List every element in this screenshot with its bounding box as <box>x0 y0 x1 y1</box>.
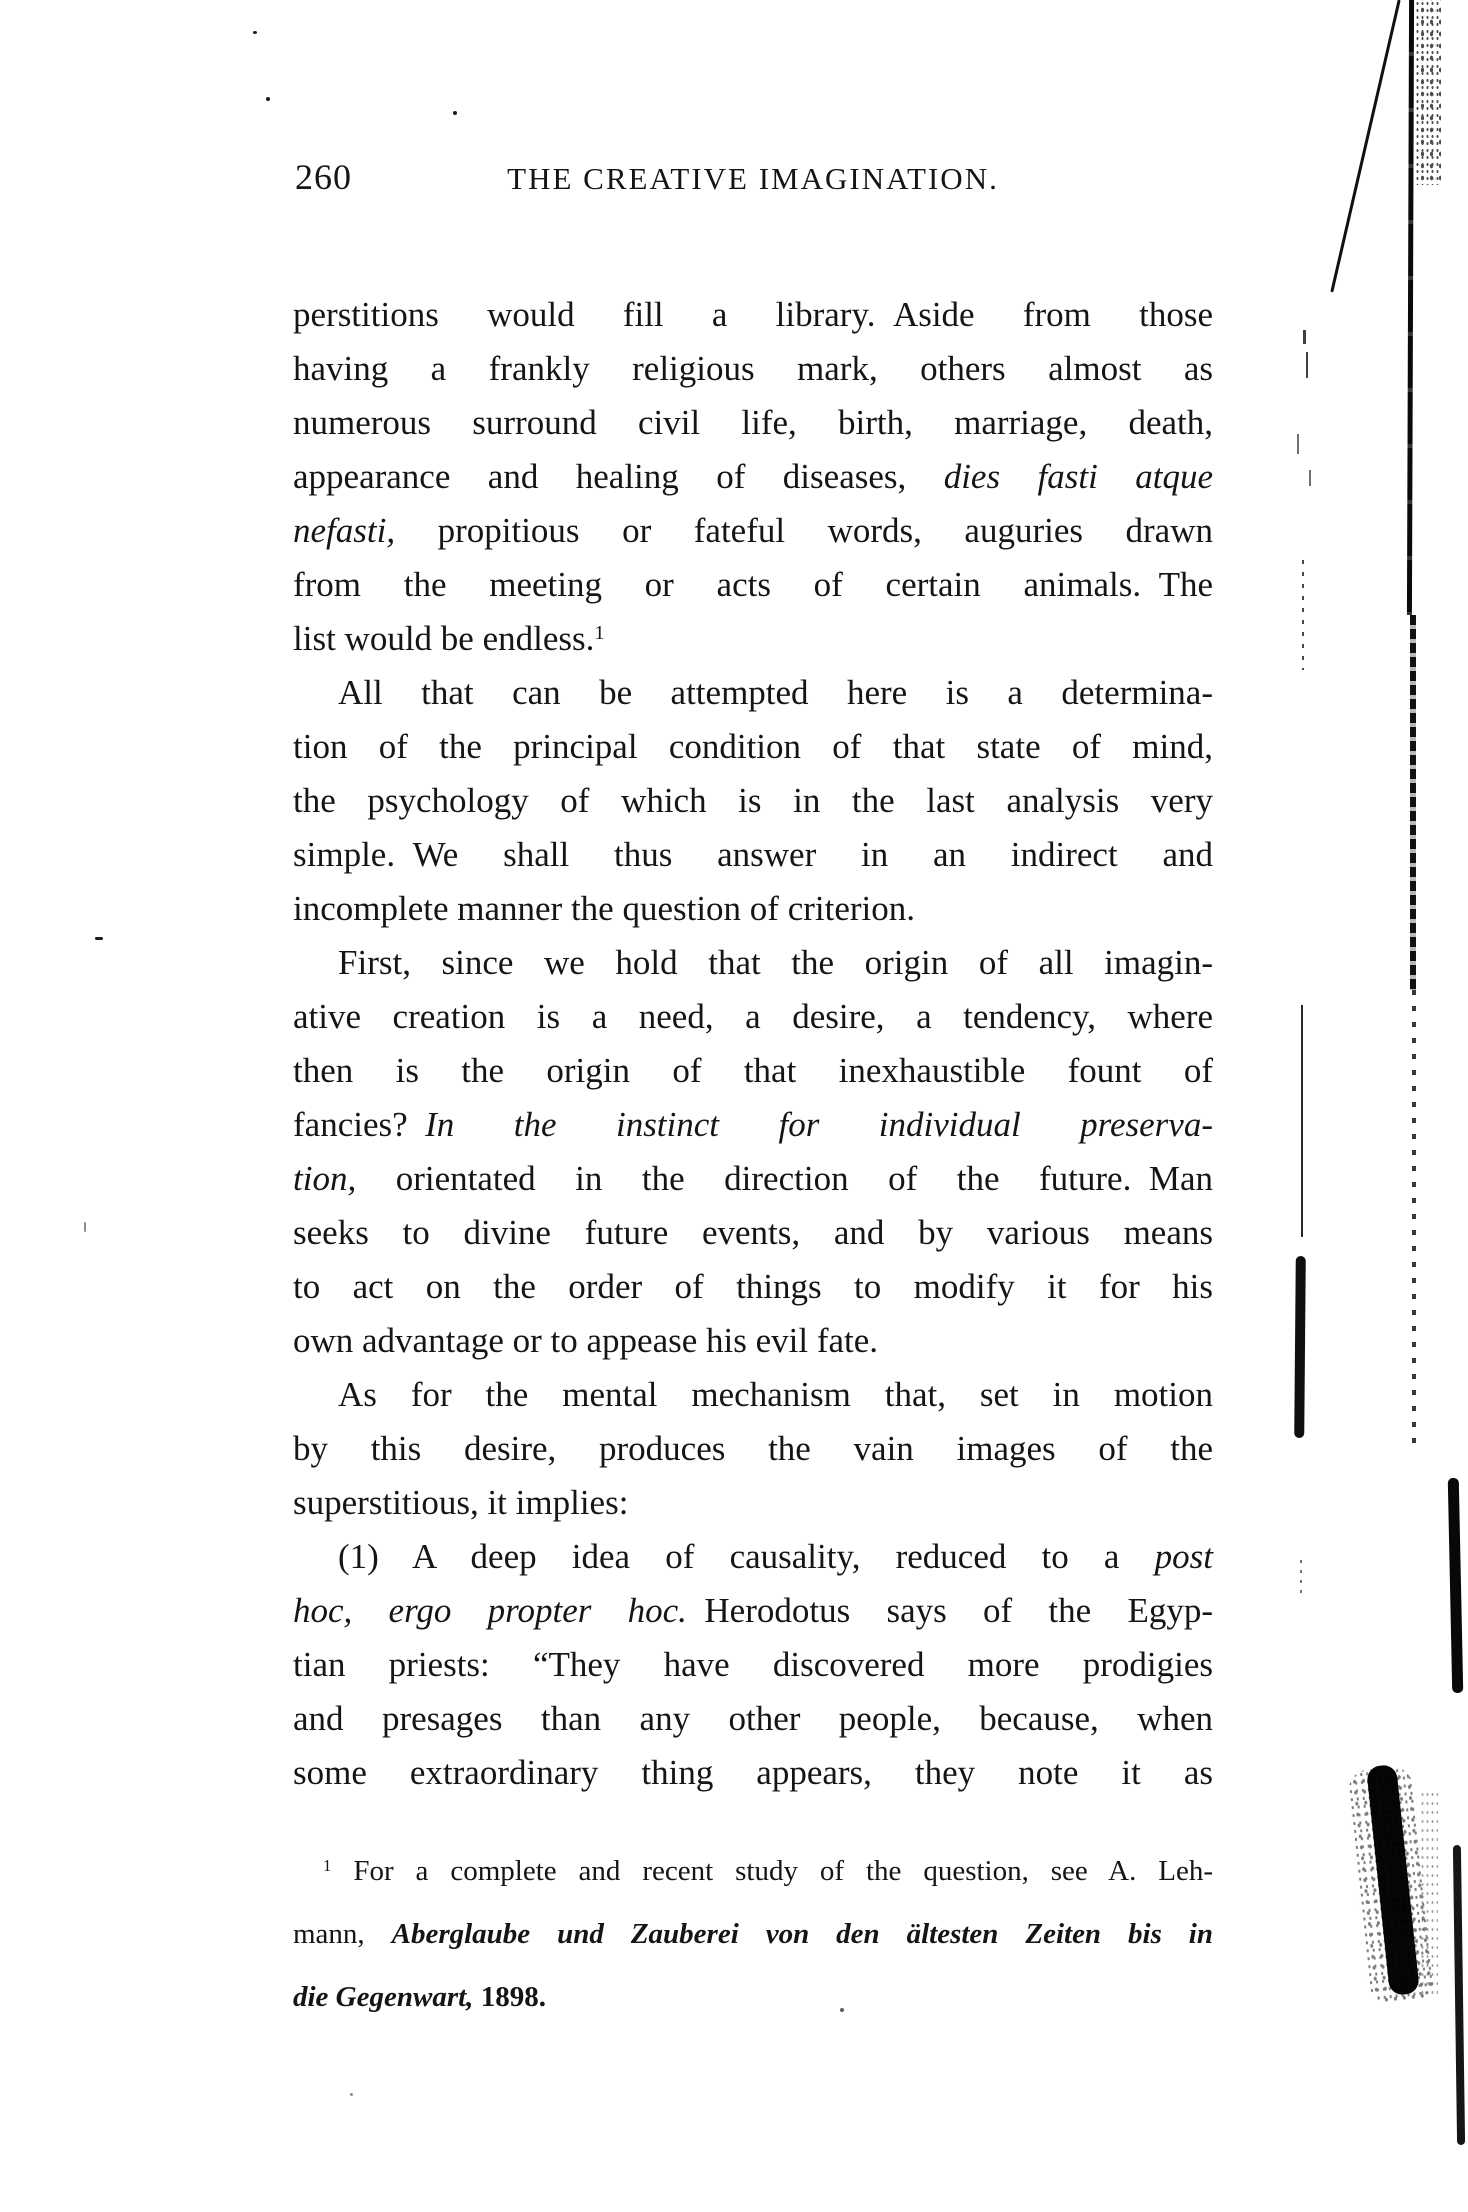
text-run: the psychology of which is in the last analysis very <box>293 781 1213 820</box>
dust-speck <box>266 97 270 101</box>
scan-edge-line-mid <box>1410 615 1416 990</box>
text-line <box>293 1368 1213 1422</box>
text-line <box>293 558 1213 612</box>
italic-run: nefasti, <box>293 511 396 550</box>
scan-margin-mark <box>1306 352 1308 378</box>
dust-speck <box>253 31 257 34</box>
text-run: and presages than any other people, because, when <box>293 1699 1213 1738</box>
running-title: THE CREATIVE IMAGINATION. <box>507 161 999 196</box>
text-line <box>293 1584 1213 1638</box>
paragraph <box>293 1368 1213 1530</box>
text-line <box>293 1746 1213 1800</box>
text-line <box>293 1098 1213 1152</box>
text-run: orientated in the direction of the future. Man <box>356 1159 1213 1198</box>
text-run: 1898. <box>473 1981 546 2013</box>
italic-run: die Gegenwart, <box>293 1981 474 2013</box>
scan-margin-bar <box>1294 1256 1306 1438</box>
text-run: own advantage or to appease his evil fate. <box>293 1321 879 1360</box>
text-run: tion of the principal condition of that state of mind, <box>293 727 1213 766</box>
text-line <box>293 990 1213 1044</box>
text-run: appearance and healing of diseases, <box>293 457 944 496</box>
scan-edge-speckle-top <box>1415 0 1441 185</box>
italic-run: tion, <box>293 1159 357 1198</box>
text-run: incomplete manner the question of criterion. <box>293 889 916 928</box>
text-line <box>293 288 1213 342</box>
text-line <box>293 1422 1213 1476</box>
scan-margin-line <box>1301 1005 1303 1237</box>
page-number: 260 <box>295 157 352 197</box>
text-run: First, since we hold that the origin of all imagin- <box>338 943 1213 982</box>
text-run: from the meeting or acts of certain animals. The <box>293 565 1213 604</box>
scan-diagonal-line <box>1330 0 1400 292</box>
scan-edge-bar-lower <box>1448 1478 1464 1693</box>
text-line <box>293 1638 1213 1692</box>
paragraph <box>293 666 1213 936</box>
text-run: ative creation is a need, a desire, a tendency, where <box>293 997 1213 1036</box>
text-run: All that can be attempted here is a determina- <box>338 673 1213 712</box>
scan-ink-blob-halo <box>1420 1790 1438 2000</box>
text-line <box>293 1840 1213 1903</box>
text-line <box>293 936 1213 990</box>
italic-run: hoc, ergo propter hoc. <box>293 1591 687 1630</box>
text-run: As for the mental mechanism that, set in motion <box>338 1375 1213 1414</box>
italic-run: Aberglaube und Zauberei von den ältesten Zeiten bis in <box>391 1918 1213 1950</box>
text-run: some extraordinary thing appears, they note it as <box>293 1753 1213 1792</box>
text-run: then is the origin of that inexhaustible fount of <box>293 1051 1213 1090</box>
text-line <box>293 828 1213 882</box>
dust-speck <box>453 111 457 115</box>
text-line <box>293 1530 1213 1584</box>
text-run: fancies? <box>293 1105 426 1144</box>
italic-run: post <box>1154 1537 1213 1576</box>
footnote-marker: 1 <box>594 621 605 644</box>
text-line <box>293 1903 1213 1966</box>
footnote-marker: 1 <box>323 1855 332 1875</box>
scan-margin-mark <box>1309 470 1311 486</box>
text-run: Herodotus says of the Egyp- <box>686 1591 1213 1630</box>
text-run: For a complete and recent study of the question, see A. Leh- <box>331 1855 1213 1887</box>
text-line <box>293 774 1213 828</box>
body-text <box>293 288 1213 1800</box>
text-line <box>293 1692 1213 1746</box>
text-line <box>293 882 1213 936</box>
text-line <box>293 1476 1213 1530</box>
text-line <box>293 1044 1213 1098</box>
scan-edge-bar-bottom <box>1453 1845 1465 2145</box>
text-run: by this desire, produces the vain images of the <box>293 1429 1213 1468</box>
text-run: seeks to divine future events, and by various means <box>293 1213 1213 1252</box>
text-line <box>293 720 1213 774</box>
scan-margin-dots <box>1302 560 1304 670</box>
paragraph <box>293 1530 1213 1800</box>
text-run: to act on the order of things to modify it for his <box>293 1267 1213 1306</box>
dust-speck <box>350 2093 353 2096</box>
text-run: (1) A deep idea of causality, reduced to a <box>338 1537 1155 1576</box>
text-line <box>293 612 1213 666</box>
italic-run: In the instinct for individual preserva- <box>425 1105 1213 1144</box>
paragraph <box>293 936 1213 1368</box>
text-line <box>293 1260 1213 1314</box>
text-line <box>293 1152 1213 1206</box>
text-line <box>293 1314 1213 1368</box>
scan-margin-dots <box>1300 1560 1302 1594</box>
dust-speck <box>840 2008 844 2012</box>
text-line <box>293 1206 1213 1260</box>
text-line <box>293 396 1213 450</box>
text-run: list would be endless. <box>293 619 595 658</box>
scan-margin-mark <box>1297 434 1299 454</box>
dust-speck <box>84 1222 86 1232</box>
text-run: mann, <box>293 1918 392 1950</box>
scan-edge-line-top <box>1407 0 1414 615</box>
scan-edge-line-sparse <box>1412 990 1416 1450</box>
dust-speck <box>95 937 103 940</box>
page-header <box>293 156 1213 200</box>
text-run: propitious or fateful words, auguries drawn <box>395 511 1213 550</box>
text-run: tian priests: “They have discovered more prodigies <box>293 1645 1213 1684</box>
scan-margin-mark <box>1303 330 1306 344</box>
paragraph <box>293 288 1213 666</box>
text-line <box>293 1966 1213 2029</box>
text-line <box>293 666 1213 720</box>
text-line <box>293 504 1213 558</box>
text-run: having a frankly religious mark, others almost as <box>293 349 1213 388</box>
text-line <box>293 342 1213 396</box>
text-line <box>293 450 1213 504</box>
text-run: perstitions would fill a library. Aside from those <box>293 295 1213 334</box>
text-run: numerous surround civil life, birth, marriage, death, <box>293 403 1213 442</box>
text-run: superstitious, it implies: <box>293 1483 629 1522</box>
footnote <box>293 1840 1213 2029</box>
text-run: simple. We shall thus answer in an indirect and <box>293 835 1213 874</box>
italic-run: dies fasti atque <box>943 457 1213 496</box>
